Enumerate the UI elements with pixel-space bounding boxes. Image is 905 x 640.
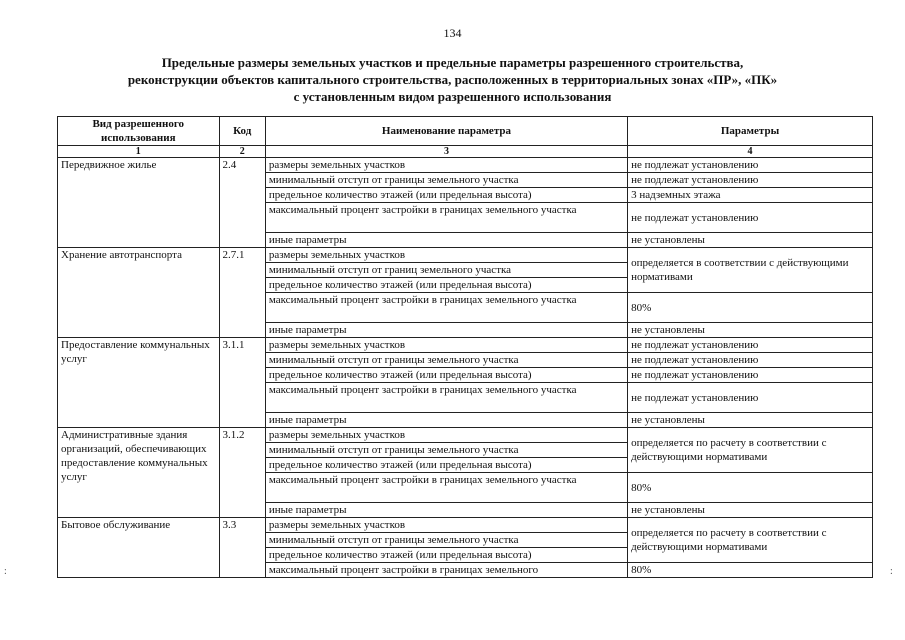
- parameter-value-cell: не установлены: [628, 503, 873, 518]
- title-line-3: с установленным видом разрешенного использования: [293, 89, 612, 104]
- table-row: [58, 338, 873, 353]
- parameter-value-cell: не подлежат установлению: [628, 353, 873, 368]
- parameter-name-cell: размеры земельных участков: [265, 428, 627, 443]
- parameter-name-cell: предельное количество этажей (или предельная высота): [265, 458, 627, 473]
- column-number-row: [58, 146, 873, 158]
- code-cell: 3.3: [219, 518, 265, 578]
- page-number: 134: [443, 26, 462, 40]
- code-cell: 3.1.2: [219, 428, 265, 518]
- parameter-name-cell: иные параметры: [265, 323, 627, 338]
- parameters-table: [57, 116, 873, 578]
- edge-mark-right: :: [890, 566, 893, 577]
- parameter-name-cell: предельное количество этажей (или предельная высота): [265, 278, 627, 293]
- parameter-value-cell: не установлены: [628, 233, 873, 248]
- merged-value-cell: определяется в соответствии с действующими нормативами: [628, 248, 873, 293]
- use-type-cell: Бытовое обслуживание: [58, 518, 220, 578]
- parameter-name-cell: минимальный отступ от границы земельного участка: [265, 443, 627, 458]
- parameter-value-cell: не подлежат установлению: [628, 368, 873, 383]
- table-row: [58, 248, 873, 263]
- parameter-value-cell: не установлены: [628, 323, 873, 338]
- merged-value-cell: определяется по расчету в соответствии с действующими нормативами: [628, 518, 873, 563]
- parameter-value-cell: 80%: [628, 293, 873, 323]
- parameter-name-cell: максимальный процент застройки в границах земельного участка: [265, 473, 627, 503]
- header-parameter-name: Наименование параметра: [265, 117, 627, 146]
- column-number: 4: [628, 146, 873, 158]
- page-title: [60, 54, 845, 105]
- title-line-1: Предельные размеры земельных участков и предельные параметры разрешенного строительства,: [161, 55, 744, 70]
- parameter-value-cell: 80%: [628, 563, 873, 578]
- use-type-cell: Предоставление коммунальных услуг: [58, 338, 220, 428]
- parameter-name-cell: минимальный отступ от границы земельного участка: [265, 533, 627, 548]
- column-number: 2: [219, 146, 265, 158]
- merged-value-cell: определяется по расчету в соответствии с действующими нормативами: [628, 428, 873, 473]
- parameter-value-cell: не подлежат установлению: [628, 158, 873, 173]
- parameter-value-cell: не подлежат установлению: [628, 203, 873, 233]
- parameter-name-cell: минимальный отступ от границы земельного участка: [265, 353, 627, 368]
- table-row: [58, 158, 873, 173]
- parameter-name-cell: иные параметры: [265, 233, 627, 248]
- column-number: 1: [58, 146, 220, 158]
- title-line-2: реконструкции объектов капитального строительства, расположенных в территориальных зонах «ПР», «ПК»: [127, 72, 778, 87]
- edge-mark-left: :: [4, 566, 7, 577]
- header-use-type: Вид разрешенного использования: [58, 117, 220, 146]
- column-number: 3: [265, 146, 627, 158]
- parameter-name-cell: предельное количество этажей (или предельная высота): [265, 188, 627, 203]
- table-header-row: [58, 117, 873, 146]
- parameter-value-cell: 3 надземных этажа: [628, 188, 873, 203]
- parameter-name-cell: максимальный процент застройки в границах земельного: [265, 563, 627, 578]
- parameter-value-cell: не установлены: [628, 413, 873, 428]
- parameter-name-cell: максимальный процент застройки в границах земельного участка: [265, 383, 627, 413]
- use-type-cell: Административные здания организаций, обеспечивающих предоставление коммунальных услуг: [58, 428, 220, 518]
- parameter-name-cell: размеры земельных участков: [265, 158, 627, 173]
- parameter-name-cell: минимальный отступ от границы земельного участка: [265, 173, 627, 188]
- use-type-cell: Хранение автотранспорта: [58, 248, 220, 338]
- table-row: [58, 518, 873, 533]
- parameter-value-cell: не подлежат установлению: [628, 338, 873, 353]
- parameter-value-cell: 80%: [628, 473, 873, 503]
- code-cell: 2.7.1: [219, 248, 265, 338]
- parameter-name-cell: предельное количество этажей (или предельная высота): [265, 548, 627, 563]
- header-parameters: Параметры: [628, 117, 873, 146]
- parameter-value-cell: не подлежат установлению: [628, 383, 873, 413]
- parameter-name-cell: иные параметры: [265, 413, 627, 428]
- parameter-name-cell: размеры земельных участков: [265, 518, 627, 533]
- header-code: Код: [219, 117, 265, 146]
- table-row: [58, 428, 873, 443]
- parameter-name-cell: максимальный процент застройки в границах земельного участка: [265, 293, 627, 323]
- parameter-name-cell: максимальный процент застройки в границах земельного участка: [265, 203, 627, 233]
- parameter-value-cell: не подлежат установлению: [628, 173, 873, 188]
- parameter-name-cell: иные параметры: [265, 503, 627, 518]
- code-cell: 3.1.1: [219, 338, 265, 428]
- code-cell: 2.4: [219, 158, 265, 248]
- parameter-name-cell: минимальный отступ от границ земельного участка: [265, 263, 627, 278]
- parameter-name-cell: размеры земельных участков: [265, 248, 627, 263]
- parameter-name-cell: предельное количество этажей (или предельная высота): [265, 368, 627, 383]
- parameter-name-cell: размеры земельных участков: [265, 338, 627, 353]
- use-type-cell: Передвижное жилье: [58, 158, 220, 248]
